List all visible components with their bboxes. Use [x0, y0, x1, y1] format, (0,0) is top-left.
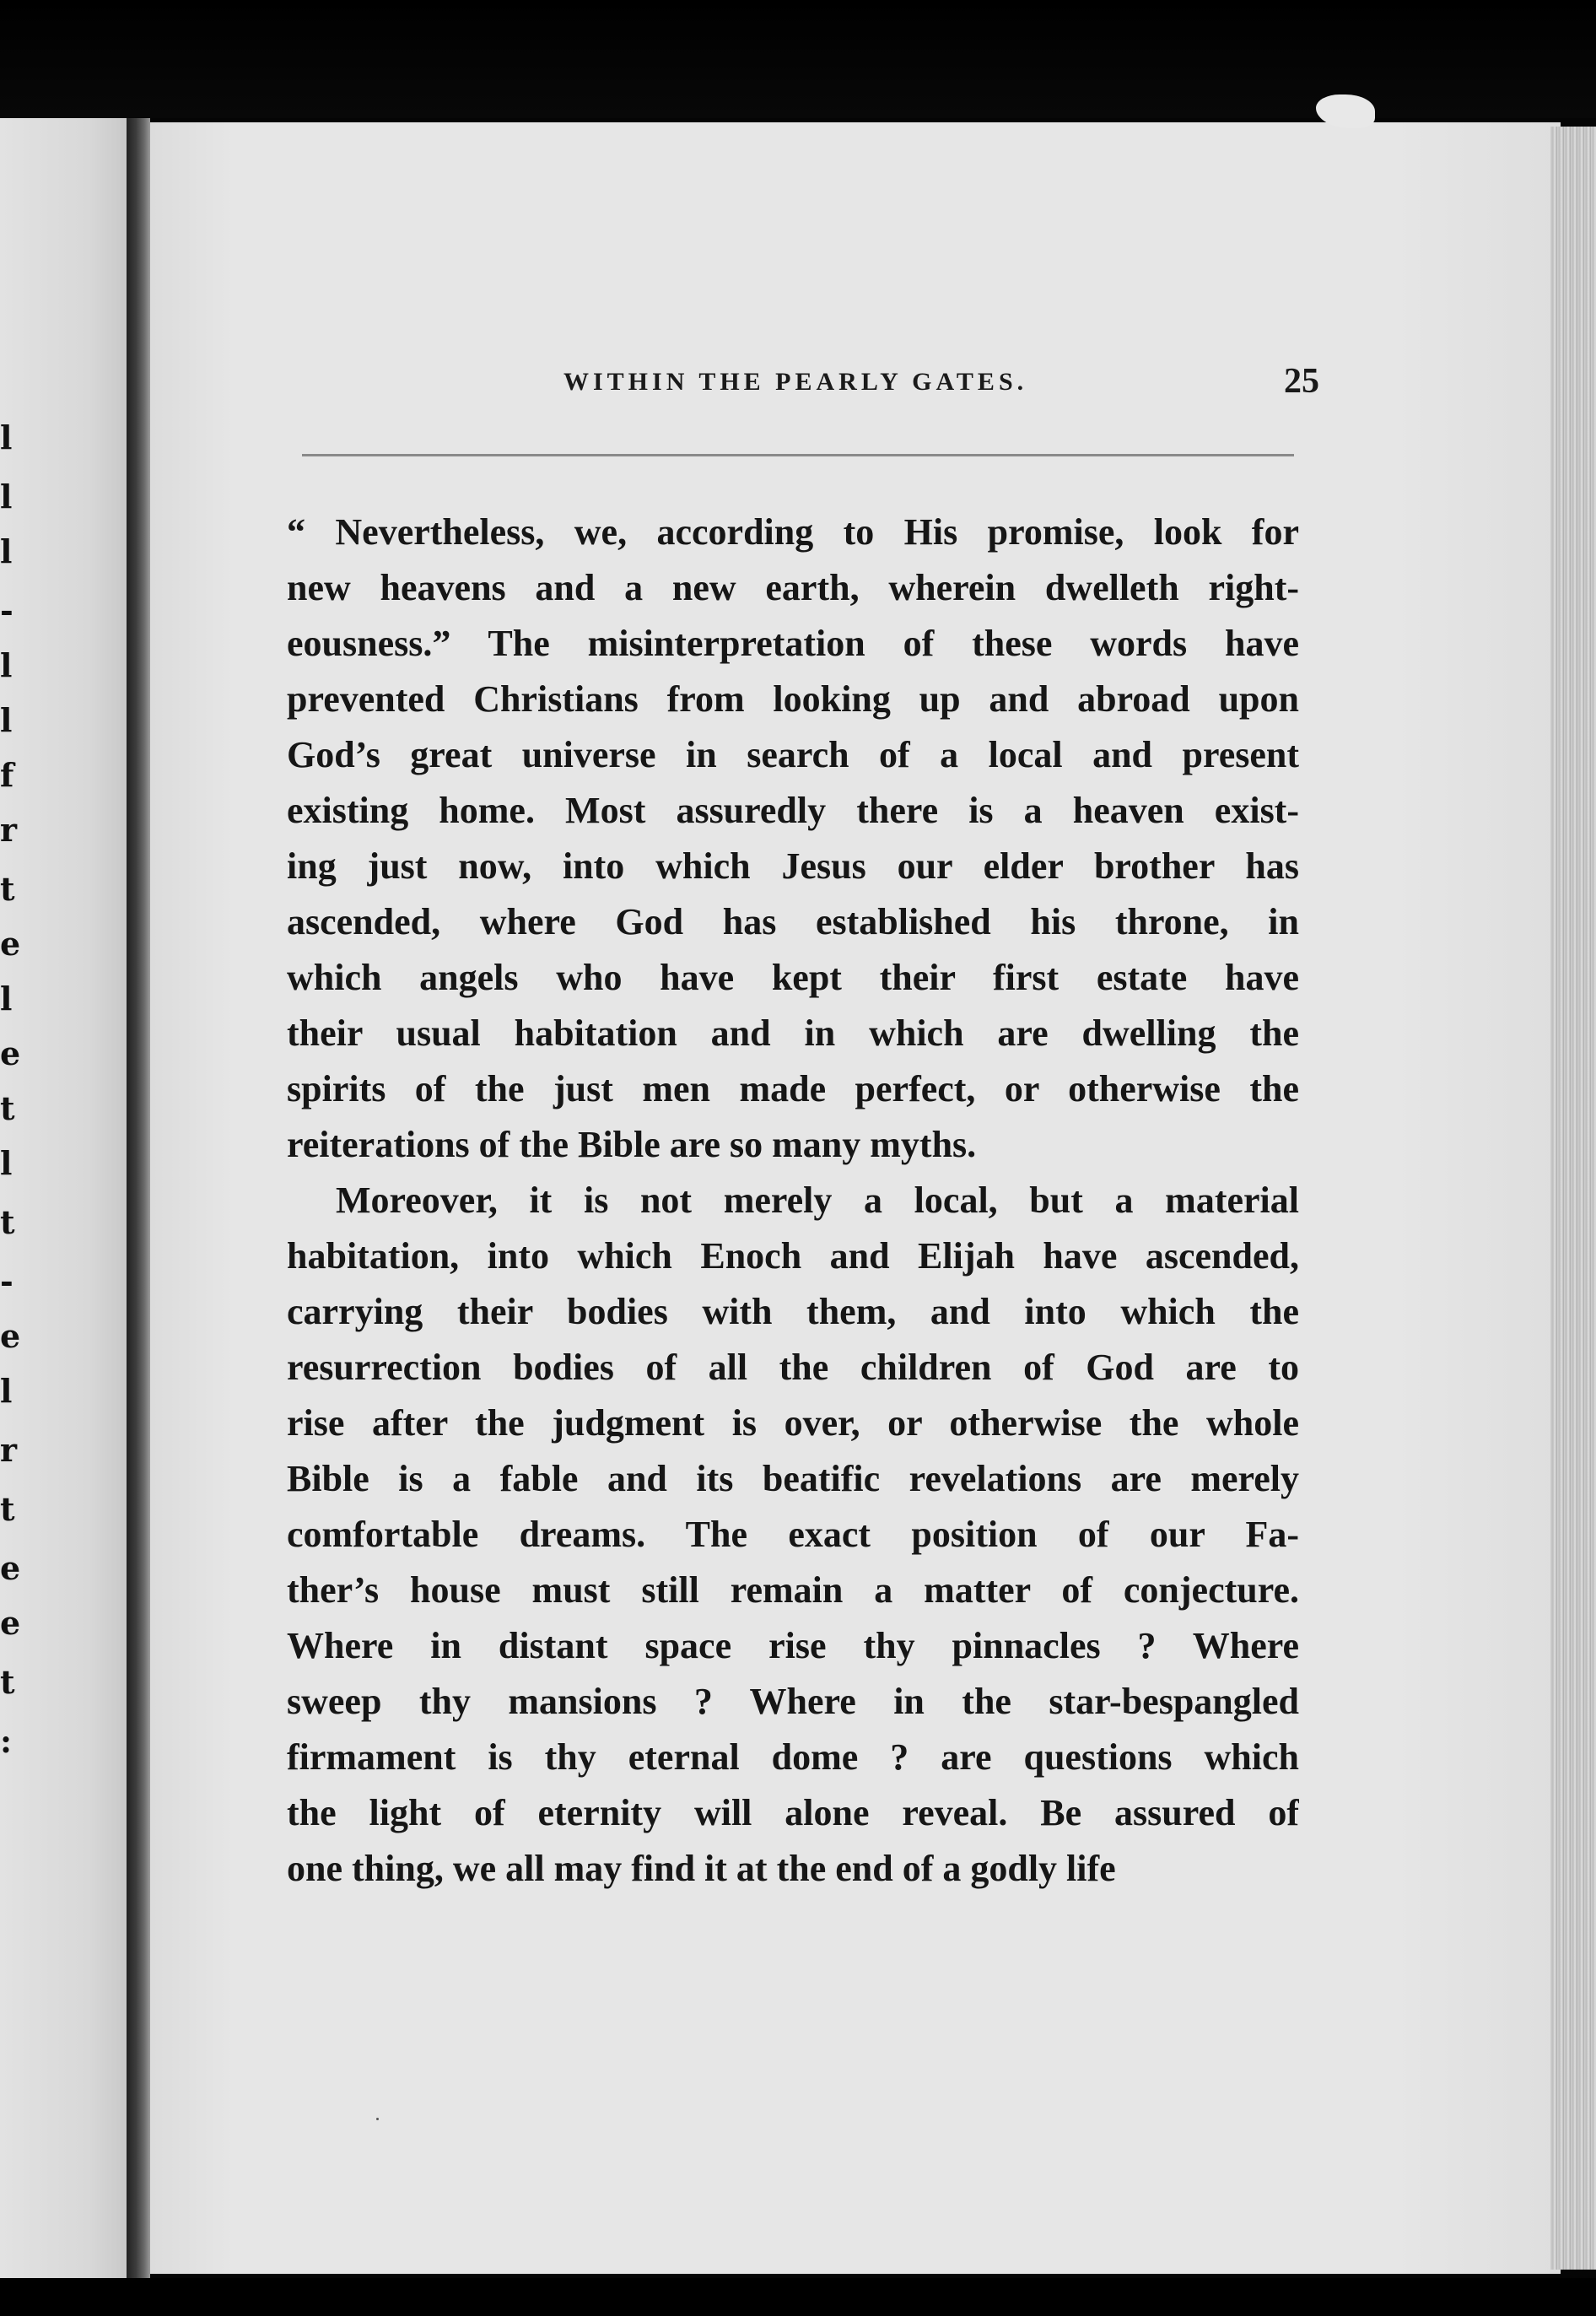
previous-page-letter: l — [0, 1144, 13, 1182]
text-line: ascended, where God has established his throne, in — [287, 901, 1299, 942]
text-line: sweep thy mansions ? Where in the star-bespangled — [287, 1681, 1299, 1722]
paragraph — [287, 505, 1299, 1173]
previous-page-letter: e — [0, 1549, 21, 1587]
text-line: which angels who have kept their first estate have — [287, 957, 1299, 998]
text-line: existing home. Most assuredly there is a heaven exist- — [287, 790, 1299, 831]
previous-page-letter: l — [0, 532, 13, 570]
text-line: Moreover, it is not merely a local, but a material — [336, 1180, 1299, 1221]
previous-page-letter: r — [0, 1431, 18, 1469]
previous-page-letter: - — [0, 591, 13, 629]
text-line: firmament is thy eternal dome ? are questions which — [287, 1736, 1299, 1778]
previous-page-letter: l — [0, 701, 13, 739]
text-line: carrying their bodies with them, and into which the — [287, 1291, 1299, 1332]
text-line: the light of eternity will alone reveal. Be assured of — [287, 1792, 1299, 1833]
text-line: Bible is a fable and its beatific revelations are merely — [287, 1458, 1299, 1499]
scan-bottom-border — [0, 2278, 1596, 2316]
previous-page-letter: l — [0, 478, 13, 516]
book-gutter — [127, 118, 150, 2278]
text-line: rise after the judgment is over, or otherwise the whole — [287, 1402, 1299, 1444]
previous-page-letter: l — [0, 1372, 13, 1410]
text-line: reiterations of the Bible are so many myths. — [287, 1124, 977, 1165]
ink-speck — [376, 2118, 379, 2120]
text-line: “ Nevertheless, we, according to His promise, look for — [287, 511, 1299, 553]
text-line: Where in distant space rise thy pinnacles ? Where — [287, 1625, 1299, 1666]
previous-page-letter: r — [0, 811, 18, 849]
previous-page-letter: e — [0, 1604, 21, 1642]
previous-page-letter: e — [0, 925, 21, 963]
text-line: prevented Christians from looking up and abroad upon — [287, 678, 1299, 720]
previous-page-letter: t — [0, 1663, 15, 1701]
text-line: God’s great universe in search of a local and present — [287, 734, 1299, 775]
previous-page-letter: e — [0, 1317, 21, 1355]
previous-page-letter: t — [0, 1490, 15, 1528]
text-line: new heavens and a new earth, wherein dwelleth right- — [287, 567, 1299, 608]
previous-page-edge — [0, 118, 127, 2278]
header-rule — [302, 454, 1294, 456]
page-stack-edge — [1550, 127, 1596, 2270]
previous-page-letter: l — [0, 980, 13, 1018]
previous-page-letter: t — [0, 870, 15, 908]
paragraph — [287, 1173, 1299, 1897]
previous-page-letter: e — [0, 1034, 21, 1072]
page-number: 25 — [1284, 362, 1319, 401]
text-line: resurrection bodies of all the children of God are to — [287, 1347, 1299, 1388]
running-head: WITHIN THE PEARLY GATES. — [563, 368, 1028, 396]
text-line: ing just now, into which Jesus our elder brother has — [287, 845, 1299, 887]
text-line: ther’s house must still remain a matter of conjecture. — [287, 1569, 1299, 1611]
text-line: one thing, we all may find it at the end of a godly life — [287, 1848, 1116, 1889]
text-line: comfortable dreams. The exact position of our Fa- — [287, 1514, 1299, 1555]
previous-page-letter: t — [0, 1089, 15, 1127]
previous-page-letter: l — [0, 646, 13, 684]
text-line: eousness.” The misinterpretation of these words have — [287, 623, 1299, 664]
previous-page-letter: l — [0, 418, 13, 456]
text-line: habitation, into which Enoch and Elijah have ascended, — [287, 1235, 1299, 1277]
text-line: their usual habitation and in which are dwelling the — [287, 1012, 1299, 1054]
previous-page-letter: t — [0, 1203, 15, 1241]
text-line: spirits of the just men made perfect, or otherwise the — [287, 1068, 1299, 1109]
previous-page-letter: - — [0, 1262, 13, 1300]
page-body-text — [287, 505, 1299, 1897]
previous-page-line-endings — [0, 118, 21, 2278]
previous-page-letter: : — [0, 1722, 13, 1760]
previous-page-letter: f — [0, 756, 14, 794]
